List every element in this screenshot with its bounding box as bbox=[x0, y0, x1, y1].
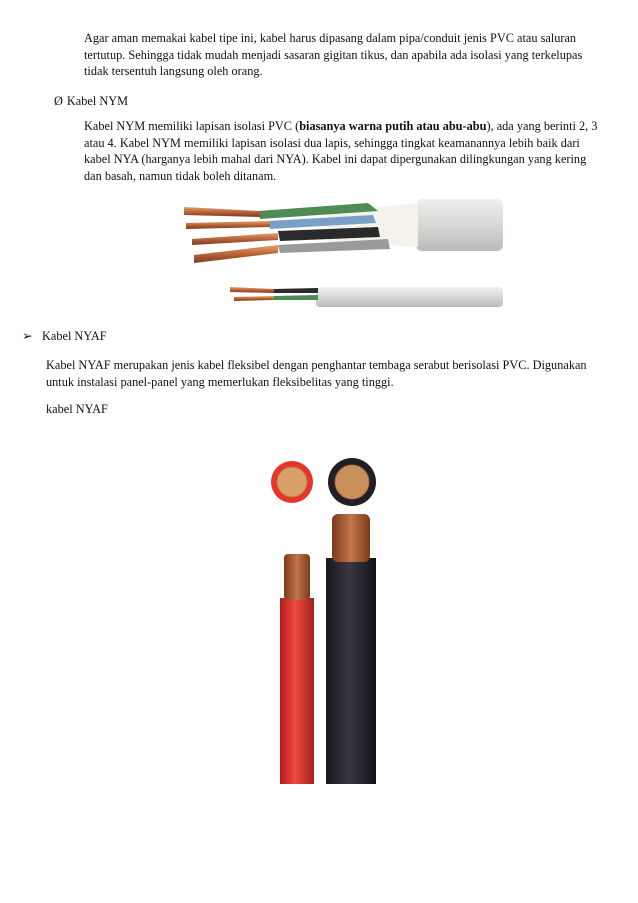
nym-bold-text: biasanya warna putih atau abu-abu bbox=[299, 119, 487, 133]
nym-cable-image bbox=[178, 193, 503, 310]
nyaf-caption: kabel NYAF bbox=[46, 402, 108, 416]
nym-heading-text: Kabel NYM bbox=[66, 94, 129, 108]
nyaf-paragraph: Kabel NYAF merupakan jenis kabel fleksibel dengan penghantar tembaga serabut berisolasi PVC. Digunakan untuk instalasi panel-panel yang memerlukan fleksibelitas yang tinggi. bbox=[46, 358, 587, 389]
nyaf-heading bbox=[22, 329, 107, 344]
nym-bullet-icon: Ø bbox=[54, 94, 63, 108]
nyaf-heading-text: Kabel NYAF bbox=[42, 329, 107, 343]
nyaf-arrow-icon: ➢ bbox=[22, 329, 33, 343]
nyaf-cable-image bbox=[262, 458, 392, 784]
nym-text-before: Kabel NYM memiliki lapisan isolasi PVC ( bbox=[84, 119, 300, 133]
nym-paragraph bbox=[84, 118, 604, 184]
nym-text-after: ), ada yang berinti 2, 3 atau 4. Kabel NYM memiliki lapisan isolasi dua lapis, sehingga tingkat keamanannya lebih baik dari kabel NYA (harganya lebih mahal dari NYA). Kabel ini dapat dipergunakan dilingkungan yang kering dan basah, namun tidak boleh ditanam. bbox=[84, 119, 598, 183]
nym-heading bbox=[54, 94, 128, 109]
intro-paragraph: Agar aman memakai kabel tipe ini, kabel harus dipasang dalam pipa/conduit jenis PVC atau saluran tertutup. Sehingga tidak mudah menjadi sasaran gigitan tikus, dan apabila ada isolasi yang terkelupas tidak tersentuh langsung oleh orang. bbox=[84, 31, 583, 78]
